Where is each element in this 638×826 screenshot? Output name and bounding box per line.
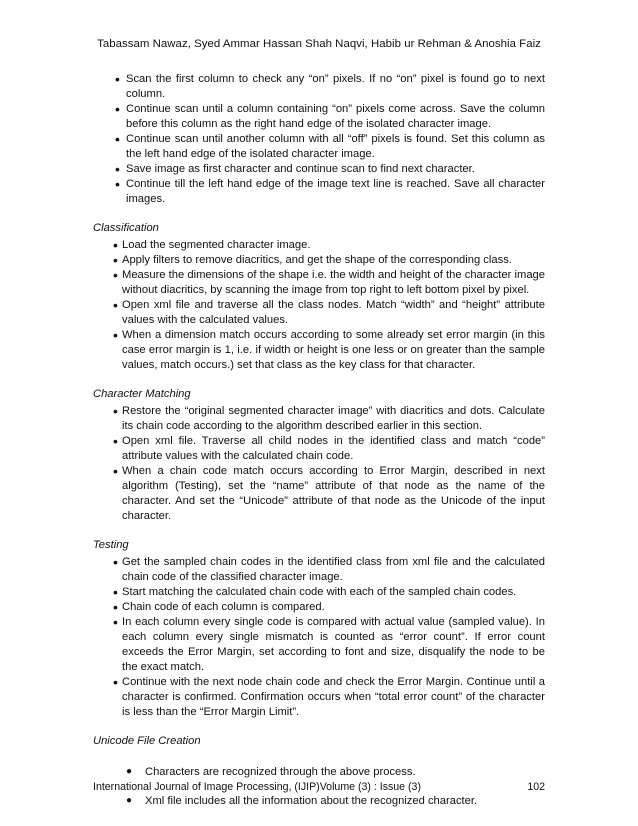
list-item: • Measure the dimensions of the shape i.e. the width and height of the character image without diacritics, by scanning the image from top right to left bottom pixel by pixel. [93,268,545,298]
list-item: • Continue scan until another column with all “off” pixels is found. Set this column as the left hand edge of the isolated character image. [93,132,545,162]
list-item: • Open xml file and traverse all the class nodes. Match “width” and “height” attribute values with the calculated values. [93,298,545,328]
list-item: • Scan the first column to check any “on” pixels. If no “on” pixel is found go to next column. [93,72,545,102]
list-item: • When a chain code match occurs according to Error Margin, described in next algorithm (Testing), set the “name” attribute of that node as the name of the character. And set the “Unicode” attribute of that node as the Unicode of the input character. [93,464,545,524]
page-number: 102 [527,781,545,793]
list-item: • Apply filters to remove diacritics, and get the shape of the corresponding class. [93,253,545,268]
character-matching-list [93,404,545,524]
journal-citation: International Journal of Image Processing, (IJIP)Volume (3) : Issue (3) [93,781,421,793]
list-item: • Restore the “original segmented character image” with diacritics and dots. Calculate its chain code according to the algorithm described earlier in this section. [93,404,545,434]
list-item: ● Characters are recognized through the above process. [93,765,545,780]
segmentation-steps-list [93,72,545,207]
list-item: • Continue with the next node chain code and check the Error Margin. Continue until a character is confirmed. Confirmation occurs when “total error count” of the character is less than the “Error Margin Limit”. [93,675,545,720]
running-header: Tabassam Nawaz, Syed Ammar Hassan Shah Naqvi, Habib ur Rehman & Anoshia Faiz [97,38,541,50]
page-footer [93,781,545,793]
list-item: • Get the sampled chain codes in the identified class from xml file and the calculated chain code of the classified character image. [93,555,545,585]
list-item: • Save image as first character and continue scan to find next character. [93,162,545,177]
list-item: • Load the segmented character image. [93,238,545,253]
list-item: • Open xml file. Traverse all child nodes in the identified class and match “code” attribute values with the calculated chain code. [93,434,545,464]
list-item: • When a dimension match occurs according to some already set error margin (in this case error margin is 1, i.e. if width or height is one less or on greater than the sample values, match occurs.) set that class as the key class for that character. [93,328,545,373]
section-title-character-matching: Character Matching [93,388,191,400]
page-body [93,72,545,823]
list-item: ● Xml file includes all the information about the recognized character. [93,794,545,809]
classification-list [93,238,545,373]
list-item: • Continue scan until a column containing “on” pixels come across. Save the column before this column as the right hand edge of the isolated character image. [93,102,545,132]
list-item: • Chain code of each column is compared. [93,600,545,615]
testing-list [93,555,545,720]
list-item: • Continue till the left hand edge of the image text line is reached. Save all character images. [93,177,545,207]
list-item: • In each column every single code is compared with actual value (sampled value). In each column every single mismatch is counted as “error count”. If error count exceeds the Error Margin, set according to font and size, disqualify the node to be the exact match. [93,615,545,675]
section-title-classification: Classification [93,222,159,234]
section-title-testing: Testing [93,539,129,551]
list-item: • Start matching the calculated chain code with each of the sampled chain codes. [93,585,545,600]
section-title-unicode-file-creation: Unicode File Creation [93,735,201,747]
